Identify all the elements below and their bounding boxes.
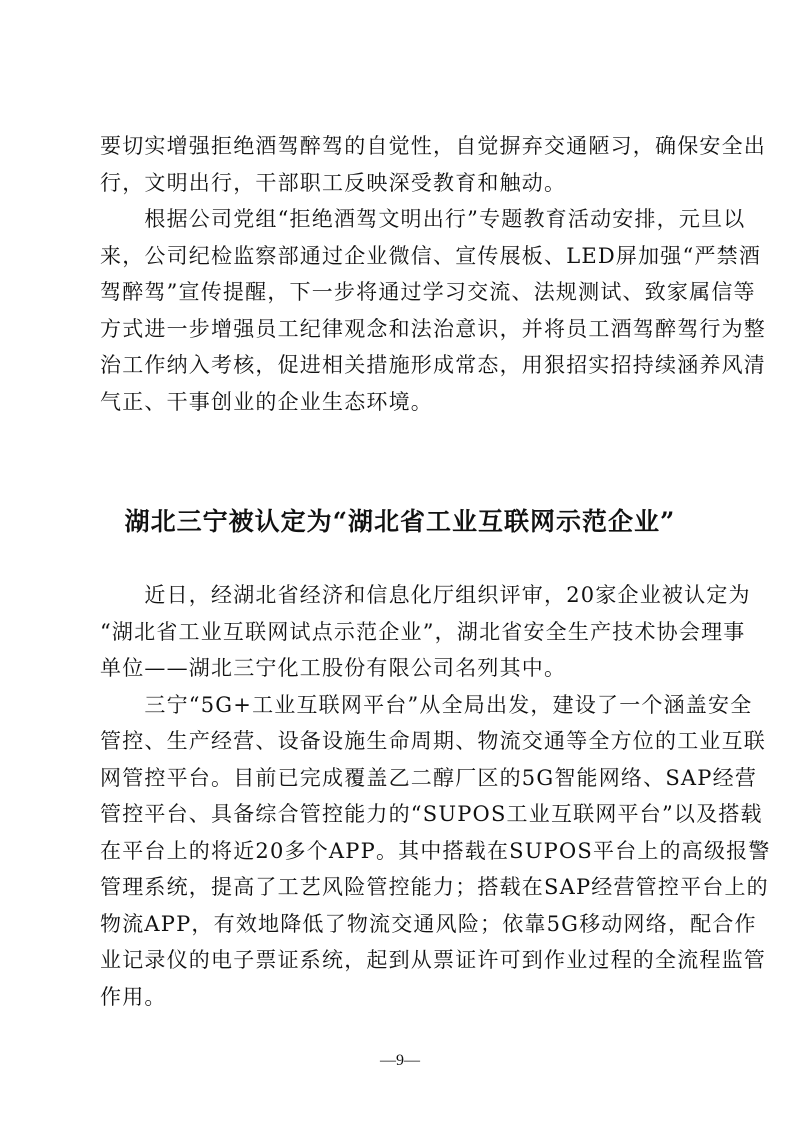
- paragraph-line: 近日，经湖北省经济和信息化厅组织评审，20家企业被认定为: [100, 583, 751, 607]
- paragraph-line: 根据公司党组“拒绝酒驾文明出行”专题教育活动安排，元旦以: [100, 207, 746, 231]
- paragraph-line: 来，公司纪检监察部通过企业微信、宣传展板、LED屏加强“严禁酒: [100, 243, 762, 268]
- paragraph-line: 物流APP，有效地降低了物流交通风险；依靠5G移动网络，配合作: [100, 911, 757, 936]
- previous-article-continuation: [100, 128, 766, 420]
- paragraph-line: 三宁“5G+工业互联网平台”从全局出发，建设了一个涵盖安全: [100, 692, 753, 717]
- page-number: —9—: [380, 1052, 420, 1069]
- paragraph-line: 作用。: [100, 984, 167, 1009]
- paragraph-line: “湖北省工业互联网试点示范企业”，湖北省安全生产技术协会理事: [100, 619, 746, 644]
- paragraph-line: 业记录仪的电子票证系统，起到从票证许可到作业过程的全流程监管: [100, 948, 766, 972]
- article-title: 湖北三宁被认定为“湖北省工业互联网示范企业”: [124, 507, 676, 536]
- paragraph-line: 气正、干事创业的企业生态环境。: [100, 389, 433, 414]
- paragraph-line: 在平台上的将近20多个APP。其中搭载在SUPOS平台上的高级报警: [100, 838, 771, 863]
- paragraph-line: 行，文明出行，干部职工反映深受教育和触动。: [100, 170, 567, 195]
- paragraph-line: 驾醉驾”宣传提醒，下一步将通过学习交流、法规测试、致家属信等: [100, 280, 756, 304]
- paragraph-line: 管控平台、具备综合管控能力的“SUPOS工业互联网平台”以及搭载: [100, 802, 763, 826]
- paragraph-line: 方式进一步增强员工纪律观念和法治意识，并将员工酒驾醉驾行为整: [100, 316, 766, 341]
- paragraph-line: 网管控平台。目前已完成覆盖乙二醇厂区的5G智能网络、SAP经营: [100, 765, 758, 790]
- paragraph-line: 管控、生产经营、设备设施生命周期、物流交通等全方位的工业互联: [100, 729, 766, 753]
- paragraph-line: 治工作纳入考核，促进相关措施形成常态，用狠招实招持续涵养风清: [100, 353, 766, 377]
- paragraph-line: 单位——湖北三宁化工股份有限公司名列其中。: [100, 656, 567, 680]
- paragraph-line: 管理系统，提高了工艺风险管控能力；搭载在SAP经营管控平台上的: [100, 875, 769, 899]
- article-body: [100, 577, 771, 1015]
- paragraph-line: 要切实增强拒绝酒驾醉驾的自觉性，自觉摒弃交通陋习，确保安全出: [100, 134, 766, 158]
